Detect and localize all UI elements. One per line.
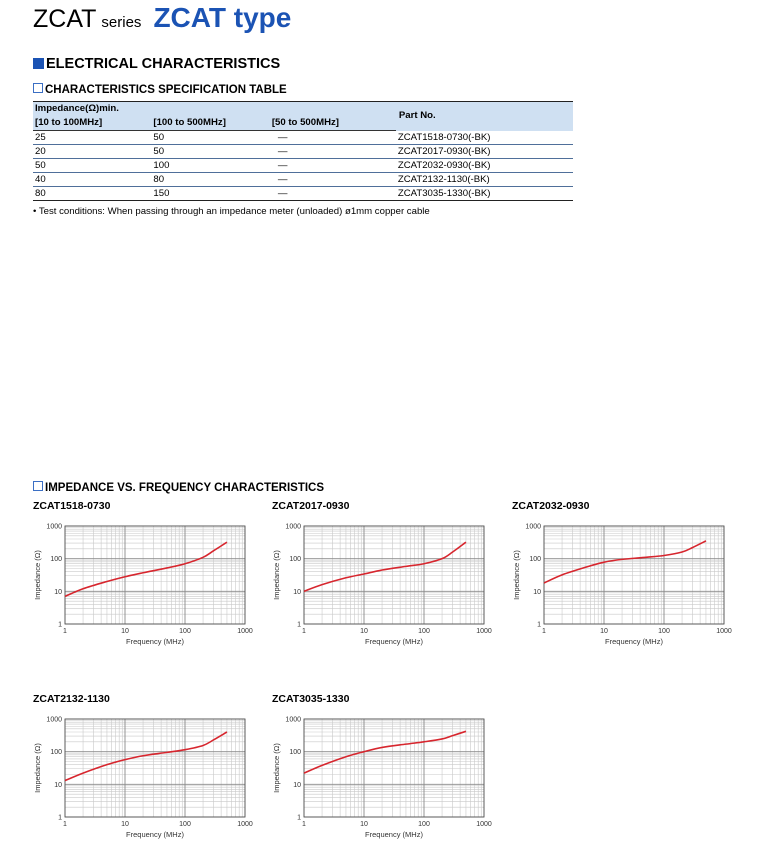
part-number-cell: ZCAT3035-1330(-BK) bbox=[396, 187, 573, 201]
y-axis-label: Impedance (Ω) bbox=[33, 550, 42, 600]
y-tick-label: 1000 bbox=[525, 523, 541, 531]
x-tick-label: 10 bbox=[600, 628, 608, 635]
page-title bbox=[33, 2, 291, 38]
y-tick-label: 1000 bbox=[46, 523, 62, 531]
y-tick-label: 1 bbox=[537, 621, 541, 629]
y-tick-label: 100 bbox=[529, 556, 541, 564]
title-type: ZCAT type bbox=[153, 2, 292, 33]
col-header-100-500: [100 to 500MHz] bbox=[151, 116, 269, 131]
cell: 150 bbox=[151, 187, 269, 201]
x-tick-label: 1 bbox=[63, 628, 67, 635]
x-tick-label: 1 bbox=[302, 628, 306, 635]
test-conditions-note: • Test conditions: When passing through an impedance meter (unloaded) ø1mm copper cable bbox=[33, 206, 430, 217]
open-square-icon bbox=[33, 83, 43, 93]
x-tick-label: 10 bbox=[121, 821, 129, 828]
filled-square-icon bbox=[33, 58, 44, 69]
x-axis-label: Frequency (MHz) bbox=[365, 637, 423, 646]
y-tick-label: 1 bbox=[58, 814, 62, 822]
table-row bbox=[33, 187, 573, 201]
part-number-cell: ZCAT1518-0730(-BK) bbox=[396, 131, 573, 145]
part-number-cell: ZCAT2032-0930(-BK) bbox=[396, 159, 573, 173]
chart-title-4: ZCAT2132-1130 bbox=[33, 693, 110, 705]
cell: 50 bbox=[33, 159, 151, 173]
x-tick-label: 100 bbox=[658, 628, 670, 635]
x-tick-label: 1000 bbox=[476, 821, 492, 828]
y-tick-label: 100 bbox=[289, 749, 301, 757]
impedance-chart-1 bbox=[25, 518, 253, 650]
section-heading-text: ELECTRICAL CHARACTERISTICS bbox=[46, 56, 281, 72]
x-tick-label: 100 bbox=[179, 821, 191, 828]
table-row bbox=[33, 159, 573, 173]
y-axis-label: Impedance (Ω) bbox=[272, 743, 281, 793]
x-tick-label: 1000 bbox=[716, 628, 732, 635]
x-tick-label: 1000 bbox=[237, 821, 253, 828]
impedance-heading-text: IMPEDANCE VS. FREQUENCY CHARACTERISTICS bbox=[45, 482, 325, 494]
cell: 25 bbox=[33, 131, 151, 145]
impedance-group-header: Impedance(Ω)min. bbox=[33, 102, 396, 117]
cell: — bbox=[270, 187, 396, 201]
cell: 80 bbox=[33, 187, 151, 201]
y-tick-label: 100 bbox=[289, 556, 301, 564]
x-tick-label: 1 bbox=[302, 821, 306, 828]
table-row bbox=[33, 131, 573, 145]
x-tick-label: 100 bbox=[418, 821, 430, 828]
part-number-cell: ZCAT2132-1130(-BK) bbox=[396, 173, 573, 187]
cell: 100 bbox=[151, 159, 269, 173]
y-tick-label: 1000 bbox=[285, 523, 301, 531]
y-tick-label: 100 bbox=[50, 556, 62, 564]
section-heading bbox=[33, 56, 280, 72]
chart-title-5: ZCAT3035-1330 bbox=[272, 693, 350, 705]
cell: 50 bbox=[151, 145, 269, 159]
x-tick-label: 1000 bbox=[476, 628, 492, 635]
plot-area bbox=[65, 526, 245, 624]
cell: 80 bbox=[151, 173, 269, 187]
y-tick-label: 10 bbox=[293, 588, 301, 596]
x-tick-label: 100 bbox=[179, 628, 191, 635]
y-tick-label: 1 bbox=[297, 814, 301, 822]
y-tick-label: 10 bbox=[54, 588, 62, 596]
table-row bbox=[33, 145, 573, 159]
y-axis-label: Impedance (Ω) bbox=[33, 743, 42, 793]
x-axis-label: Frequency (MHz) bbox=[605, 637, 663, 646]
y-tick-label: 1 bbox=[297, 621, 301, 629]
impedance-chart-3 bbox=[504, 518, 732, 650]
part-number-cell: ZCAT2017-0930(-BK) bbox=[396, 145, 573, 159]
cell: 50 bbox=[151, 131, 269, 145]
x-axis-label: Frequency (MHz) bbox=[126, 830, 184, 839]
impedance-heading bbox=[33, 481, 324, 494]
y-tick-label: 10 bbox=[293, 781, 301, 789]
spec-table-heading-text: CHARACTERISTICS SPECIFICATION TABLE bbox=[45, 84, 287, 96]
y-tick-label: 1 bbox=[58, 621, 62, 629]
x-tick-label: 1 bbox=[542, 628, 546, 635]
y-tick-label: 100 bbox=[50, 749, 62, 757]
y-tick-label: 1000 bbox=[46, 716, 62, 724]
impedance-chart-4 bbox=[25, 711, 253, 843]
cell: — bbox=[270, 131, 396, 145]
cell: 20 bbox=[33, 145, 151, 159]
plot-area bbox=[65, 719, 245, 817]
x-tick-label: 10 bbox=[360, 628, 368, 635]
x-tick-label: 10 bbox=[360, 821, 368, 828]
x-tick-label: 1000 bbox=[237, 628, 253, 635]
x-tick-label: 1 bbox=[63, 821, 67, 828]
title-main: ZCAT bbox=[33, 5, 97, 33]
table-row bbox=[33, 173, 573, 187]
chart-title-3: ZCAT2032-0930 bbox=[512, 500, 590, 512]
chart-title-1: ZCAT1518-0730 bbox=[33, 500, 111, 512]
x-axis-label: Frequency (MHz) bbox=[365, 830, 423, 839]
plot-area bbox=[304, 526, 484, 624]
y-axis-label: Impedance (Ω) bbox=[512, 550, 521, 600]
x-tick-label: 10 bbox=[121, 628, 129, 635]
impedance-chart-5 bbox=[264, 711, 492, 843]
part-no-header: Part No. bbox=[396, 102, 573, 131]
cell: — bbox=[270, 159, 396, 173]
x-tick-label: 100 bbox=[418, 628, 430, 635]
y-tick-label: 10 bbox=[54, 781, 62, 789]
chart-title-2: ZCAT2017-0930 bbox=[272, 500, 350, 512]
y-tick-label: 1000 bbox=[285, 716, 301, 724]
y-tick-label: 10 bbox=[533, 588, 541, 596]
impedance-chart-2 bbox=[264, 518, 492, 650]
plot-area bbox=[544, 526, 724, 624]
cell: — bbox=[270, 173, 396, 187]
col-header-10-100: [10 to 100MHz] bbox=[33, 116, 151, 131]
spec-table bbox=[33, 101, 573, 201]
y-axis-label: Impedance (Ω) bbox=[272, 550, 281, 600]
open-square-icon bbox=[33, 481, 43, 491]
title-series: series bbox=[101, 14, 142, 31]
spec-table-heading bbox=[33, 83, 287, 96]
x-axis-label: Frequency (MHz) bbox=[126, 637, 184, 646]
cell: — bbox=[270, 145, 396, 159]
col-header-50-500: [50 to 500MHz] bbox=[270, 116, 396, 131]
cell: 40 bbox=[33, 173, 151, 187]
